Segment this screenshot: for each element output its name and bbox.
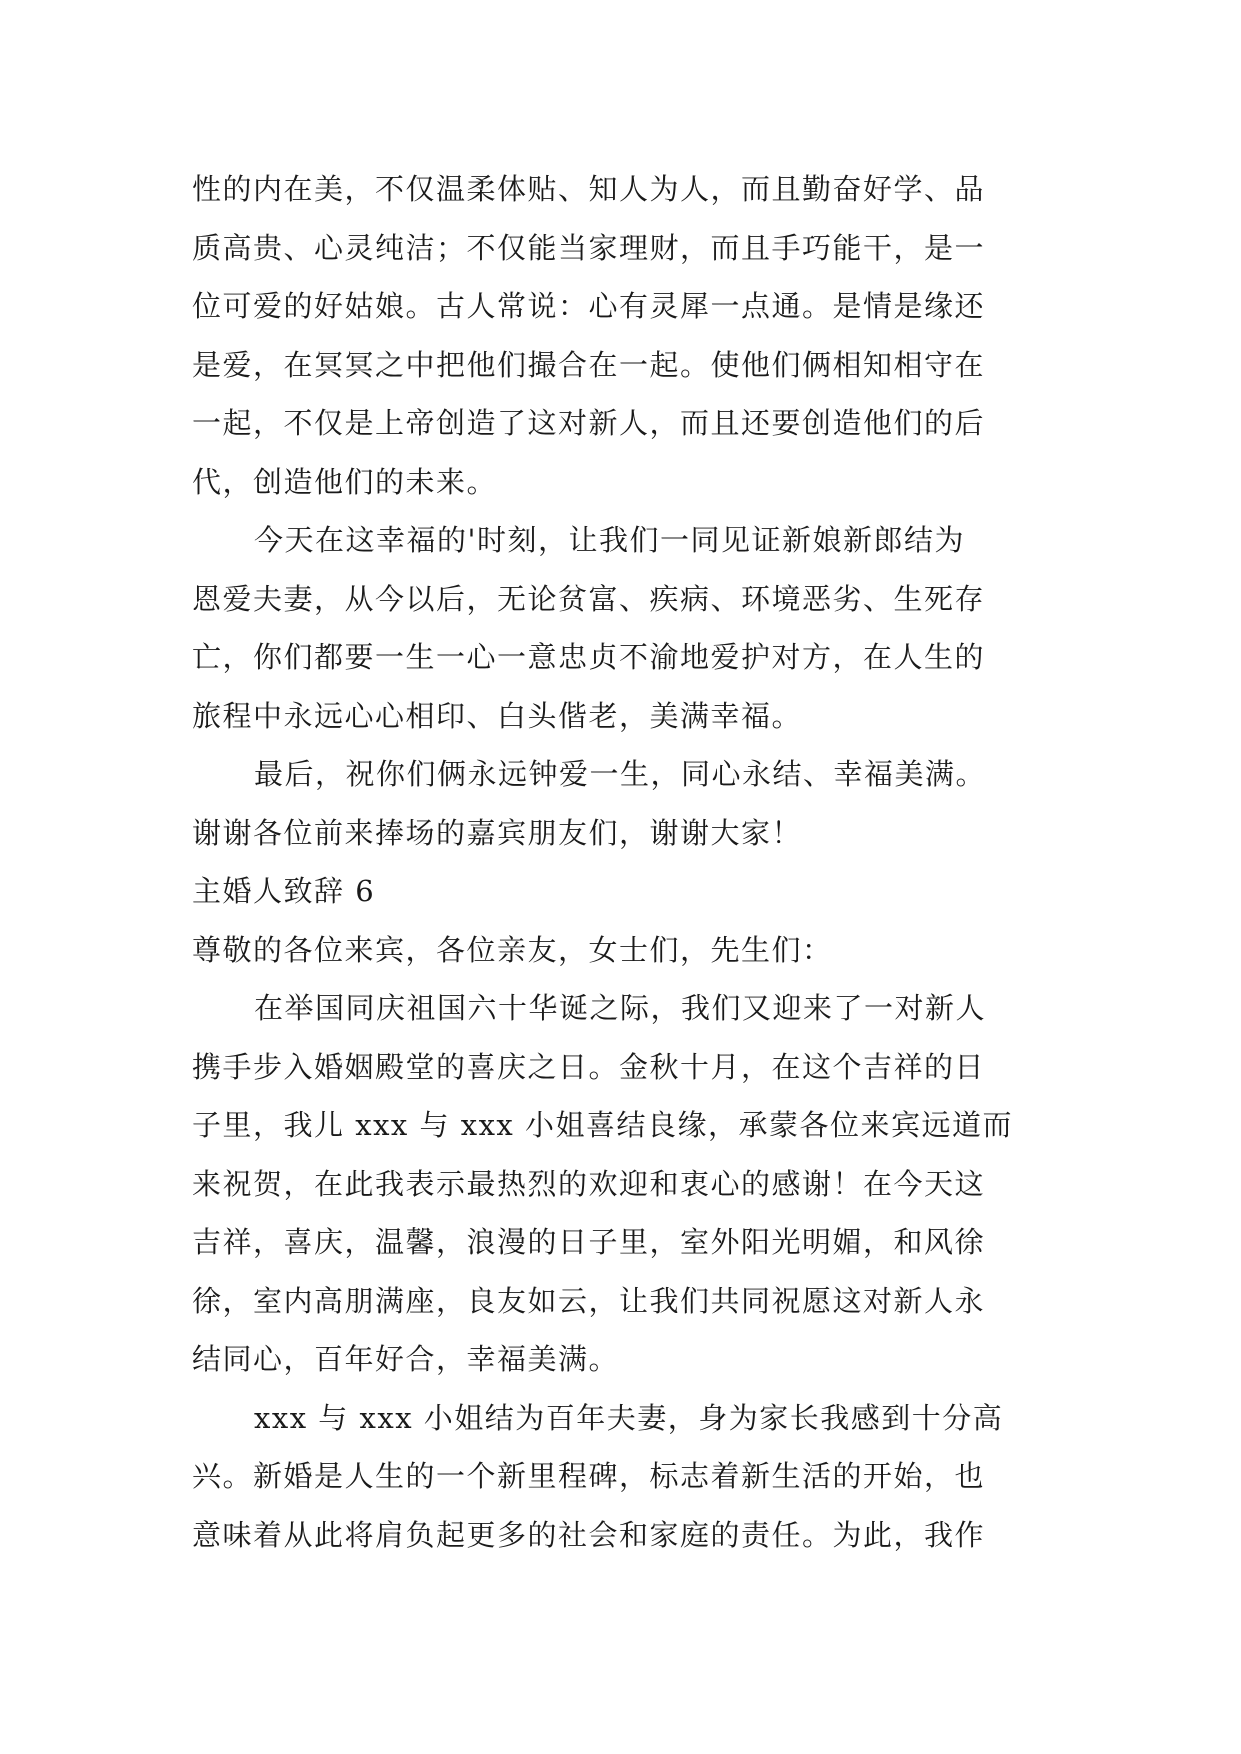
paragraph-start-line: xxx 与 xxx 小姐结为百年夫妻，身为家长我感到十分高 [254, 1400, 1004, 1435]
salutation-line: 尊敬的各位来宾，各位亲友，女士们，先生们： [192, 932, 833, 967]
text-line: 位可爱的好姑娘。古人常说：心有灵犀一点通。是情是缘还 [192, 289, 986, 323]
paragraph-start-line: 最后，祝你们俩永远钟爱一生，同心永结、幸福美满。 [254, 757, 987, 791]
text-line: 来祝贺，在此我表示最热烈的欢迎和衷心的感谢！在今天这 [192, 1166, 986, 1201]
text-line: 吉祥，喜庆，温馨，浪漫的日子里，室外阳光明媚，和风徐 [192, 1225, 986, 1259]
text-line: 亡，你们都要一生一心一意忠贞不渝地爱护对方，在人生的 [192, 640, 986, 674]
text-line: 谢谢各位前来捧场的嘉宾朋友们，谢谢大家！ [192, 815, 803, 850]
paragraph-start-line: 今天在这幸福的'时刻，让我们一同见证新娘新郎结为 [254, 523, 965, 557]
text-line: 恩爱夫妻，从今以后，无论贫富、疾病、环境恶劣、生死存 [192, 581, 986, 616]
text-line: 子里，我儿 xxx 与 xxx 小姐喜结良缘，承蒙各位来宾远道而 [192, 1108, 1014, 1142]
text-line: 性的内在美，不仅温柔体贴、知人为人，而且勤奋好学、品 [192, 172, 986, 206]
text-line: 是爱，在冥冥之中把他们撮合在一起。使他们俩相知相守在 [192, 347, 986, 382]
text-line: 意味着从此将肩负起更多的社会和家庭的责任。为此，我作 [192, 1517, 986, 1552]
text-line: 质高贵、心灵纯洁；不仅能当家理财，而且手巧能干，是一 [192, 230, 986, 265]
text-line: 携手步入婚姻殿堂的喜庆之日。金秋十月，在这个吉祥的日 [192, 1049, 986, 1084]
text-line: 徐，室内高朋满座，良友如云，让我们共同祝愿这对新人永 [192, 1283, 986, 1318]
text-line: 一起，不仅是上帝创造了这对新人，而且还要创造他们的后 [192, 406, 986, 440]
text-line: 代，创造他们的未来。 [192, 464, 498, 499]
text-line: 兴。新婚是人生的一个新里程碑，标志着新生活的开始，也 [192, 1459, 986, 1493]
text-line: 旅程中永远心心相印、白头偕老，美满幸福。 [192, 698, 803, 733]
section-heading: 主婚人致辞 6 [192, 874, 376, 908]
text-line: 结同心，百年好合，幸福美满。 [192, 1342, 620, 1376]
paragraph-start-line: 在举国同庆祖国六十华诞之际，我们又迎来了一对新人 [254, 991, 987, 1025]
document-body [192, 160, 1082, 1564]
